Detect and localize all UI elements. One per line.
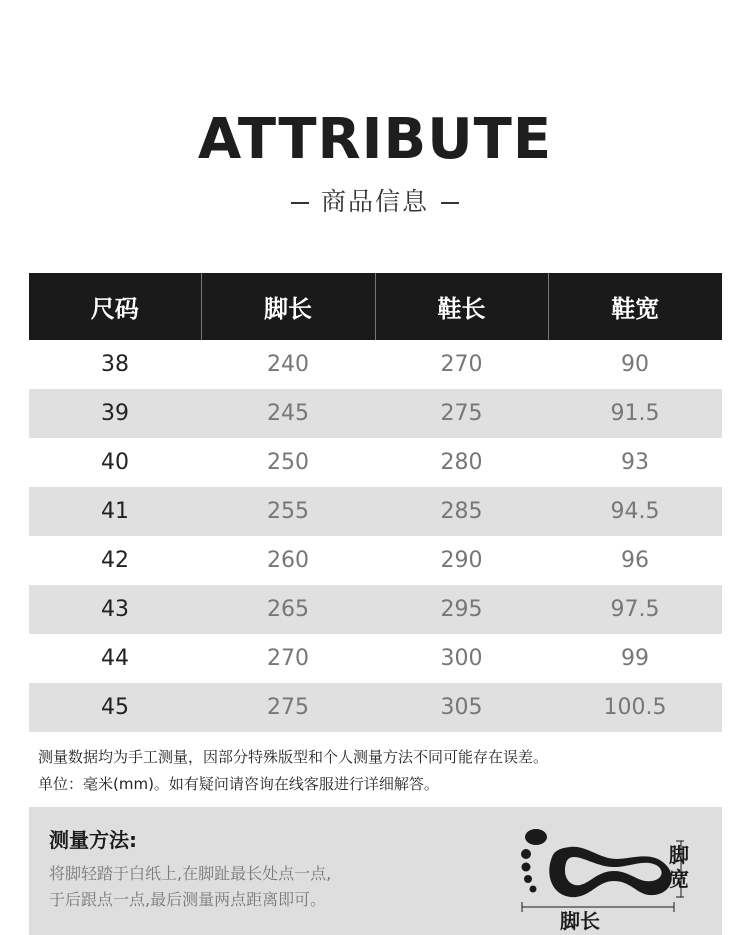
cell-foot-length: 270	[267, 646, 309, 671]
table-header-row	[29, 273, 722, 340]
table-row	[29, 536, 722, 585]
cell-shoe-width: 94.5	[548, 487, 722, 536]
cell-shoe-width: 91.5	[548, 389, 722, 438]
page-title: ATTRIBUTE	[197, 107, 553, 172]
cell-shoe-length: 295	[375, 585, 548, 634]
cell-shoe-length: 285	[375, 487, 548, 536]
foot-width-label: 脚宽	[669, 843, 689, 891]
cell-size: 42	[101, 548, 129, 573]
subtitle-text: 商品信息	[320, 187, 429, 216]
method-title: 测量方法:	[49, 828, 137, 852]
cell-shoe-width: 97.5	[548, 585, 722, 634]
page-subtitle	[0, 184, 750, 220]
cell-size: 43	[29, 585, 201, 634]
method-text-line-1: 将脚轻踏于白纸上,在脚趾最长处点一点,	[49, 864, 332, 883]
cell-size: 45	[29, 683, 201, 732]
size-table	[29, 273, 722, 732]
column-header-size: 尺码	[29, 273, 201, 340]
column-header-foot-length: 脚长	[201, 273, 375, 340]
table-row	[29, 634, 722, 683]
cell-size: 38	[101, 352, 129, 377]
table-row	[29, 585, 722, 634]
method-text-line-2: 于后跟点一点,最后测量两点距离即可。	[49, 890, 327, 909]
dash-left	[291, 202, 309, 204]
cell-shoe-width: 96	[621, 548, 649, 573]
column-header-shoe-width: 鞋宽	[548, 273, 722, 340]
cell-size: 39	[29, 389, 201, 438]
cell-foot-length: 275	[201, 683, 375, 732]
cell-shoe-length: 290	[440, 548, 483, 573]
cell-foot-length: 250	[267, 450, 309, 475]
cell-size: 41	[29, 487, 201, 536]
cell-shoe-width: 90	[621, 352, 649, 377]
cell-shoe-length: 275	[375, 389, 548, 438]
foot-length-label: 脚长	[560, 909, 600, 933]
cell-foot-length: 255	[201, 487, 375, 536]
note-units: 单位：毫米(mm)。如有疑问请咨询在线客服进行详细解答。	[38, 775, 439, 793]
table-row	[29, 340, 722, 389]
table-row	[29, 487, 722, 536]
cell-foot-length: 260	[267, 548, 309, 573]
measurement-method-panel	[29, 807, 722, 935]
cell-shoe-length: 300	[440, 646, 483, 671]
footprint-icon	[514, 827, 684, 917]
cell-shoe-width: 99	[621, 646, 649, 671]
cell-size: 40	[101, 450, 129, 475]
cell-foot-length: 265	[201, 585, 375, 634]
cell-shoe-width: 93	[621, 450, 649, 475]
cell-foot-length: 245	[201, 389, 375, 438]
cell-shoe-length: 270	[440, 352, 483, 377]
table-row	[29, 683, 722, 732]
note-disclaimer: 测量数据均为手工测量，因部分特殊版型和个人测量方法不同可能存在误差。	[38, 748, 549, 766]
table-row	[29, 389, 722, 438]
dash-right	[441, 202, 459, 204]
cell-shoe-width: 100.5	[548, 683, 722, 732]
cell-shoe-length: 305	[375, 683, 548, 732]
table-row	[29, 438, 722, 487]
cell-size: 44	[101, 646, 129, 671]
cell-foot-length: 240	[267, 352, 309, 377]
cell-shoe-length: 280	[440, 450, 483, 475]
column-header-shoe-length: 鞋长	[375, 273, 548, 340]
